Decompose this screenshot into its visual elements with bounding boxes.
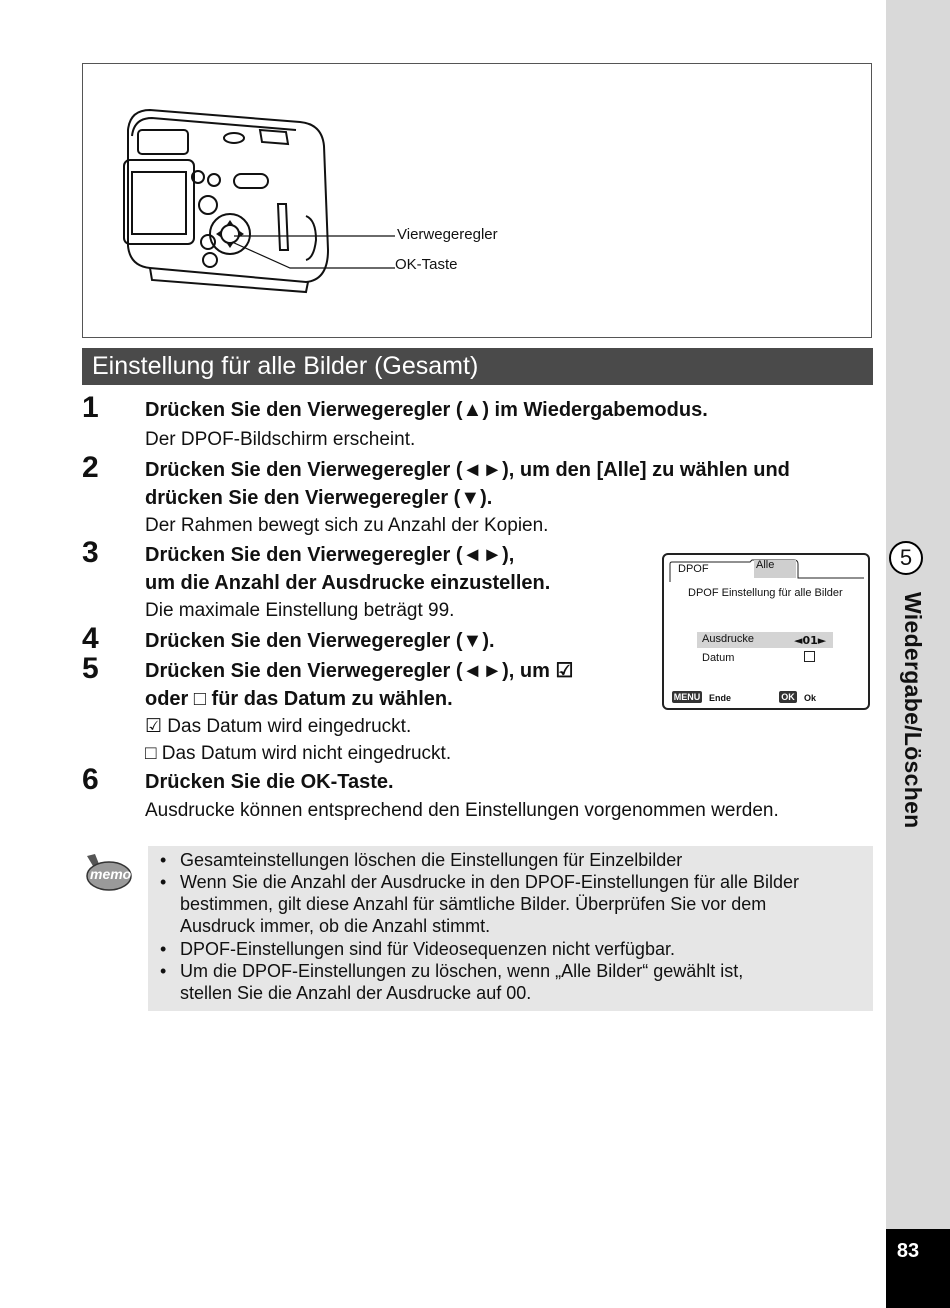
memo-item-1: Gesamteinstellungen löschen die Einstellungen für Einzelbilder <box>180 850 683 870</box>
memo-item-2-line2: bestimmen, gilt diese Anzahl für sämtliche Bilder. Überprüfen Sie vor dem <box>180 894 767 914</box>
step-5-instruction-line1: Drücken Sie den Vierwegeregler (◄►), um ☑ <box>145 660 574 682</box>
step-number-5: 5 <box>82 652 99 685</box>
chapter-title: Wiedergabe/Löschen <box>900 592 926 829</box>
step-2-instruction-line2: drücken Sie den Vierwegeregler (▼). <box>145 487 493 509</box>
step-1-instruction: Drücken Sie den Vierwegeregler (▲) im Wiedergabemodus. <box>145 399 708 421</box>
screen-row-date-label: Datum <box>702 652 735 664</box>
step-5-instruction-line2: oder □ für das Datum zu wählen. <box>145 688 453 710</box>
screen-row-prints-value: ◄01► <box>794 634 827 647</box>
screen-date-checkbox <box>804 651 815 662</box>
screen-row-prints-label: Ausdrucke <box>702 633 754 645</box>
step-5-note-checked: ☑ Das Datum wird eingedruckt. <box>145 716 412 737</box>
callout-ok-label: OK-Taste <box>395 256 458 273</box>
memo-item-4-line1: Um die DPOF-Einstellungen zu löschen, wenn „Alle Bilder“ gewählt ist, <box>180 961 744 981</box>
memo-bullet: • <box>160 850 167 870</box>
memo-bullet: • <box>160 872 167 892</box>
screen-tab-dpof: DPOF <box>678 563 709 575</box>
step-number-3: 3 <box>82 536 99 569</box>
memo-bullet: • <box>160 939 167 959</box>
callout-dial-label: Vierwegeregler <box>397 226 498 243</box>
memo-item-3: DPOF-Einstellungen sind für Videosequenzen nicht verfügbar. <box>180 939 675 959</box>
screen-menu-button: MENU <box>673 692 701 702</box>
screen-tab-alle: Alle <box>756 559 775 571</box>
step-number-4: 4 <box>82 622 99 655</box>
step-3-note: Die maximale Einstellung beträgt 99. <box>145 600 455 621</box>
step-6-instruction: Drücken Sie die OK-Taste. <box>145 771 394 793</box>
step-number-1: 1 <box>82 391 99 424</box>
step-4-instruction: Drücken Sie den Vierwegeregler (▼). <box>145 630 495 652</box>
step-2-instruction-line1: Drücken Sie den Vierwegeregler (◄►), um den [Alle] zu wählen und <box>145 459 790 481</box>
page-number: 83 <box>896 1240 920 1262</box>
memo-icon-text: memo <box>90 866 132 882</box>
memo-item-2-line1: Wenn Sie die Anzahl der Ausdrucke in den DPOF-Einstellungen für alle Bilder <box>180 872 800 892</box>
step-6-note: Ausdrucke können entsprechend den Einstellungen vorgenommen werden. <box>145 800 779 821</box>
callout-lines <box>110 100 410 300</box>
screen-ok-label: Ok <box>804 693 817 703</box>
section-heading: Einstellung für alle Bilder (Gesamt) <box>92 352 479 380</box>
step-1-note: Der DPOF-Bildschirm erscheint. <box>145 429 416 450</box>
memo-item-2-line3: Ausdruck immer, ob die Anzahl stimmt. <box>180 916 491 936</box>
step-3-instruction-line1: Drücken Sie den Vierwegeregler (◄►), <box>145 544 515 566</box>
step-number-2: 2 <box>82 451 99 484</box>
step-number-6: 6 <box>82 763 99 796</box>
chapter-number: 5 <box>889 541 923 575</box>
screen-ok-button: OK <box>779 691 797 703</box>
memo-bullet: • <box>160 961 167 981</box>
screen-title: DPOF Einstellung für alle Bilder <box>688 587 843 599</box>
step-2-note: Der Rahmen bewegt sich zu Anzahl der Kopien. <box>145 515 549 536</box>
memo-item-4-line2: stellen Sie die Anzahl der Ausdrucke auf 00. <box>180 983 532 1003</box>
step-5-note-unchecked: □ Das Datum wird nicht eingedruckt. <box>145 743 452 764</box>
step-3-instruction-line2: um die Anzahl der Ausdrucke einzustellen. <box>145 572 551 594</box>
screen-menu-label: Ende <box>709 693 732 703</box>
